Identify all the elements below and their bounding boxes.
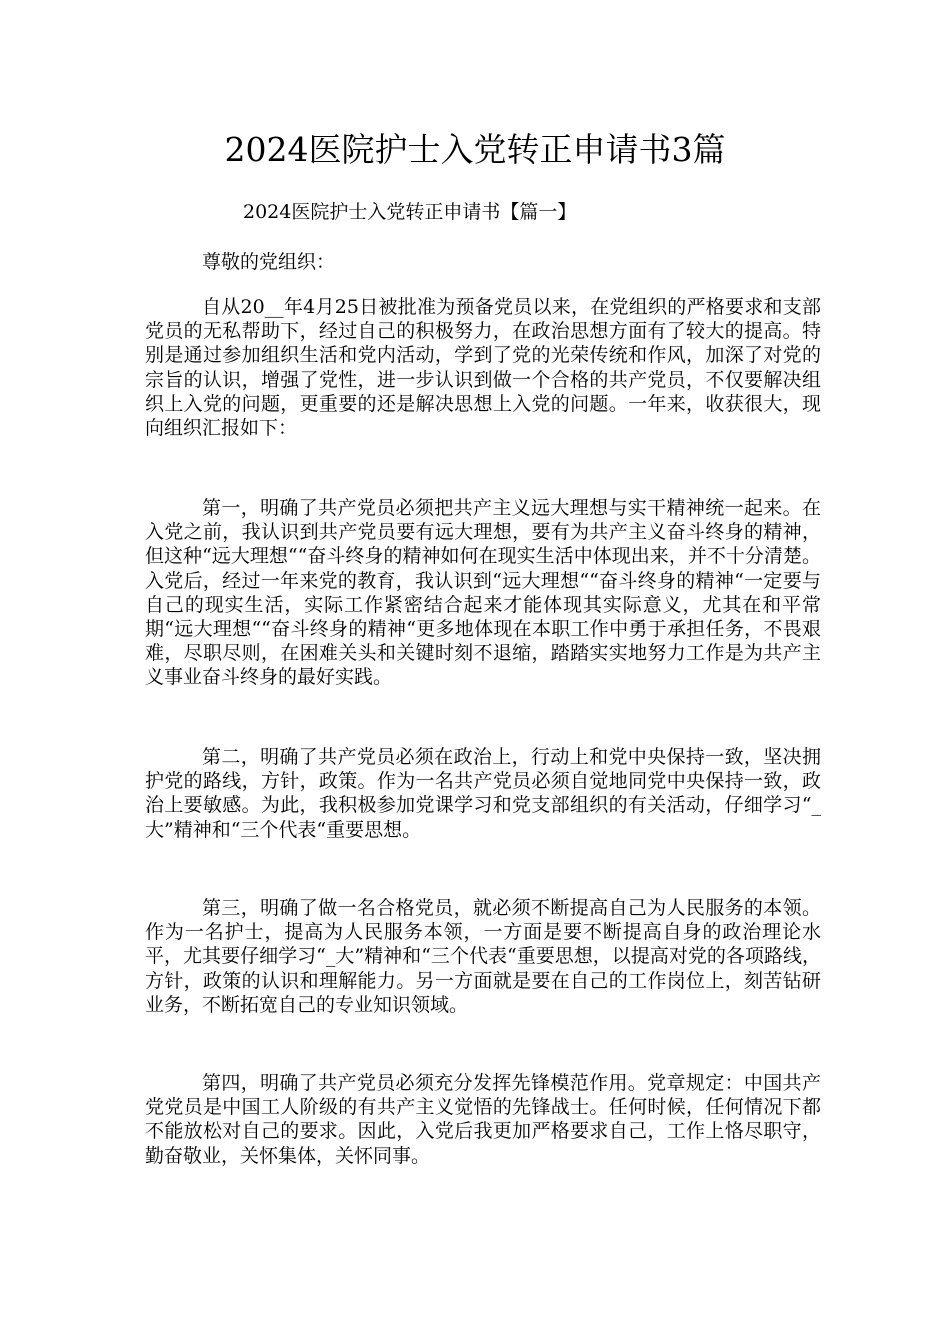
paragraph-4: 第三，明确了做一名合格党员，就必须不断提高自己为人民服务的本领。作为一名护士，提高为人民服务本领，一方面是要不断提高自身的政治理论水平，尤其要仔细学习“_大”精神和“三个代表“重要思想，以提高对党的各项路线，方针，政策的认识和理解能力。另一方面就是要在自己的工作岗位上，刻苦钻研业务，不断拓宽自己的专业知识领域。 [145,897,821,1016]
document-title: 2024医院护士入党转正申请书3篇 [224,130,726,169]
paragraph-1: 自从20__年4月25日被批准为预备党员以来，在党组织的严格要求和支部党员的无私帮助下，经过自己的积极努力，在政治思想方面有了较大的提高。特别是通过参加组织生活和党内活动，学到了党的光荣传统和作风，加深了对党的宗旨的认识，增强了党性，进一步认识到做一个合格的共产党员，不仅要解决组织上入党的问题，更重要的还是解决思想上入党的问题。一年来，收获很大，现向组织汇报如下： [145,296,821,440]
paragraph-5: 第四，明确了共产党员必须充分发挥先锋模范作用。党章规定：中国共产党党员是中国工人阶级的有共产主义觉悟的先锋战士。任何时候，任何情况下都不能放松对自己的要求。因此，入党后我更加严格要求自己，工作上恪尽职守，勤奋敬业，关怀集体，关怀同事。 [145,1072,821,1167]
paragraph-2: 第一，明确了共产党员必须把共产主义远大理想与实干精神统一起来。在入党之前，我认识到共产党员要有远大理想，要有为共产主义奋斗终身的精神，但这种“远大理想““奋斗终身的精神如何在现实生活中体现出来，并不十分清楚。入党后，经过一年来党的教育，我认识到“远大理想““奋斗终身的精神“一定要与自己的现实生活，实际工作紧密结合起来才能体现其实际意义，尤其在和平常期“远大理想““奋斗终身的精神“更多地体现在本职工作中勇于承担任务，不畏艰难，尽职尽则，在困难关头和关键时刻不退缩，踏踏实实地努力工作是为共产主义事业奋斗终身的最好实践。 [145,497,821,689]
section-heading: 2024医院护士入党转正申请书【篇一】 [243,201,577,223]
salutation: 尊敬的党组织： [202,251,336,273]
paragraph-3: 第二，明确了共产党员必须在政治上，行动上和党中央保持一致，坚决拥护党的路线，方针，政策。作为一名共产党员必须自觉地同党中央保持一致，政治上要敏感。为此，我积极参加党课学习和党支部组织的有关活动，仔细学习“_大”精神和“三个代表“重要思想。 [145,746,821,841]
